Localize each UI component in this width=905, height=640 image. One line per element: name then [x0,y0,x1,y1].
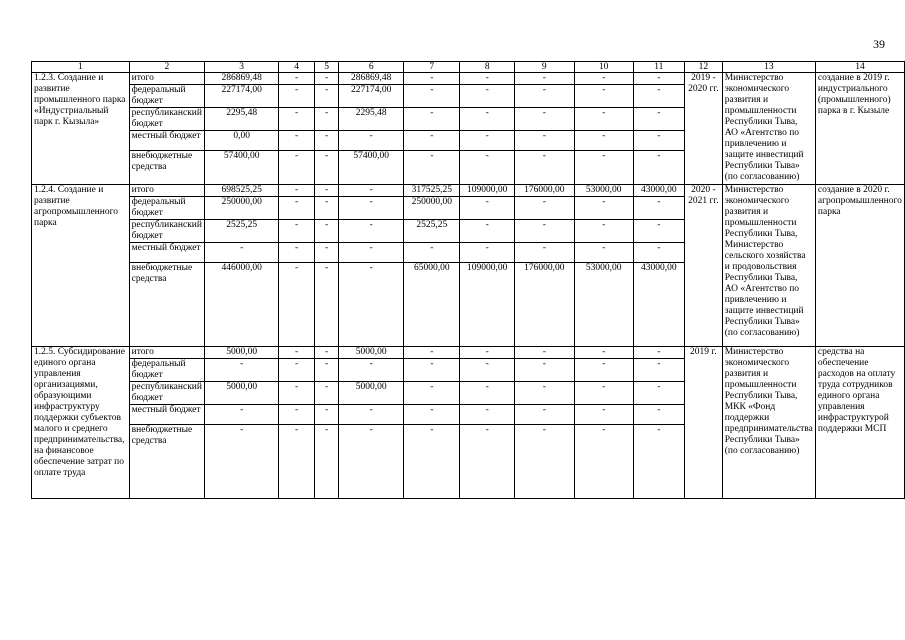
value-cell: - [404,347,460,359]
value-cell: 5000,00 [339,382,404,405]
column-header: 6 [339,62,404,73]
value-cell: - [339,185,404,197]
executor: Министерство экономического развития и промышленности Республики Тыва, Министерство сельского хозяйства и продовольствия Республики Тыва, АО «Агентство по привлечению и защите инвестиций Республики Тыва» (по согласованию) [722,185,815,347]
table-body [32,73,905,499]
value-cell: - [633,220,684,243]
value-cell: - [514,359,574,382]
value-cell: - [574,220,633,243]
value-cell: - [339,359,404,382]
value-cell: - [279,85,315,108]
value-cell: - [514,425,574,499]
value-cell: - [574,405,633,425]
value-cell: - [574,359,633,382]
value-cell: - [633,382,684,405]
value-cell: - [633,243,684,263]
value-cell: 109000,00 [460,263,515,347]
value-cell: - [314,131,338,151]
value-cell: - [574,425,633,499]
value-cell: - [633,347,684,359]
period: 2019 г. [684,347,722,499]
table-row [32,185,905,197]
value-cell: - [574,131,633,151]
expected-result: средства на обеспечение расходов на оплату труда сотрудников единого органа управления инфраструктурой поддержки МСП [815,347,904,499]
value-cell: - [404,382,460,405]
funding-source: республиканский бюджет [129,382,204,405]
funding-source: местный бюджет [129,131,204,151]
column-header: 3 [204,62,278,73]
column-header: 10 [574,62,633,73]
value-cell: - [633,73,684,85]
value-cell: - [460,347,515,359]
value-cell: - [204,425,278,499]
executor: Министерство экономического развития и промышленности Республики Тыва, АО «Агентство по привлечению и защите инвестиций Республики Тыва» (по согласованию) [722,73,815,185]
value-cell: 2525,25 [404,220,460,243]
value-cell: - [574,243,633,263]
value-cell: - [314,243,338,263]
value-cell: - [279,108,315,131]
financing-table [31,61,905,499]
value-cell: - [314,73,338,85]
value-cell: - [314,359,338,382]
column-header: 1 [32,62,130,73]
column-header: 4 [279,62,315,73]
funding-source: итого [129,185,204,197]
value-cell: - [633,85,684,108]
value-cell: - [314,85,338,108]
value-cell: - [514,347,574,359]
value-cell: - [279,359,315,382]
value-cell: - [404,359,460,382]
value-cell: 176000,00 [514,185,574,197]
column-header: 7 [404,62,460,73]
value-cell: - [339,263,404,347]
value-cell: - [633,151,684,185]
value-cell: - [314,405,338,425]
value-cell: - [460,359,515,382]
value-cell: - [279,347,315,359]
column-header: 9 [514,62,574,73]
value-cell: - [279,425,315,499]
value-cell: 43000,00 [633,185,684,197]
value-cell: - [514,85,574,108]
value-cell: - [460,197,515,220]
value-cell: - [460,382,515,405]
value-cell: 250000,00 [204,197,278,220]
column-header: 12 [684,62,722,73]
value-cell: - [514,108,574,131]
value-cell: - [339,405,404,425]
value-cell: - [279,263,315,347]
funding-source: итого [129,347,204,359]
value-cell: - [514,220,574,243]
value-cell: 698525,25 [204,185,278,197]
value-cell: 43000,00 [633,263,684,347]
value-cell: 286869,48 [339,73,404,85]
value-cell: 57400,00 [204,151,278,185]
column-header: 5 [314,62,338,73]
funding-source: внебюджетные средства [129,263,204,347]
measure-name: 1.2.3. Создание и развитие промышленного парка «Индустриальный парк г. Кызыла» [32,73,130,185]
value-cell: - [574,108,633,131]
value-cell: - [279,185,315,197]
expected-result: создание в 2020 г. агропромышленного парка [815,185,904,347]
measure-name: 1.2.5. Субсидирование единого органа управления организациями, образующими инфраструктуру поддержки субъектов малого и среднего предпринимательства, на финансовое обеспечение затрат по оплате труда [32,347,130,499]
funding-source: республиканский бюджет [129,220,204,243]
value-cell: - [279,73,315,85]
value-cell: - [339,425,404,499]
funding-source: федеральный бюджет [129,359,204,382]
value-cell: - [574,151,633,185]
value-cell: 57400,00 [339,151,404,185]
value-cell: - [633,425,684,499]
value-cell: - [514,243,574,263]
column-header: 13 [722,62,815,73]
value-cell: - [460,151,515,185]
value-cell: 109000,00 [460,185,515,197]
value-cell: - [460,243,515,263]
value-cell: - [314,425,338,499]
funding-source: местный бюджет [129,243,204,263]
value-cell: - [404,425,460,499]
value-cell: - [339,131,404,151]
value-cell: - [633,197,684,220]
value-cell: 65000,00 [404,263,460,347]
column-header: 8 [460,62,515,73]
funding-source: внебюджетные средства [129,425,204,499]
column-header: 11 [633,62,684,73]
value-cell: - [574,73,633,85]
value-cell: - [339,243,404,263]
value-cell: - [279,197,315,220]
value-cell: 5000,00 [204,347,278,359]
funding-source: федеральный бюджет [129,197,204,220]
value-cell: - [404,108,460,131]
value-cell: - [404,243,460,263]
value-cell: - [279,405,315,425]
value-cell: 446000,00 [204,263,278,347]
value-cell: 2295,48 [204,108,278,131]
value-cell: - [514,151,574,185]
value-cell: 0,00 [204,131,278,151]
value-cell: - [460,108,515,131]
value-cell: - [279,243,315,263]
value-cell: - [404,131,460,151]
column-header: 2 [129,62,204,73]
value-cell: - [633,108,684,131]
measure-name: 1.2.4. Создание и развитие агропромышленного парка [32,185,130,347]
value-cell: - [314,108,338,131]
value-cell: - [460,425,515,499]
value-cell: 53000,00 [574,263,633,347]
value-cell: - [314,197,338,220]
funding-source: республиканский бюджет [129,108,204,131]
value-cell: - [204,359,278,382]
value-cell: - [404,85,460,108]
page-number: 39 [873,37,885,51]
value-cell: - [460,85,515,108]
value-cell: - [314,151,338,185]
value-cell: - [404,73,460,85]
value-cell: - [279,382,315,405]
value-cell: - [404,151,460,185]
value-cell: - [279,151,315,185]
value-cell: - [339,220,404,243]
column-header: 14 [815,62,904,73]
funding-source: внебюджетные средства [129,151,204,185]
value-cell: - [460,220,515,243]
value-cell: 53000,00 [574,185,633,197]
value-cell: 286869,48 [204,73,278,85]
period: 2020 - 2021 гг. [684,185,722,347]
value-cell: - [514,73,574,85]
value-cell: - [574,85,633,108]
value-cell: - [279,220,315,243]
value-cell: - [279,131,315,151]
value-cell: - [633,131,684,151]
value-cell: - [314,220,338,243]
value-cell: - [574,382,633,405]
value-cell: 2525,25 [204,220,278,243]
table-row [32,73,905,85]
value-cell: - [314,347,338,359]
table-row [32,347,905,359]
funding-source: местный бюджет [129,405,204,425]
value-cell: 2295,48 [339,108,404,131]
value-cell: - [339,197,404,220]
value-cell: - [514,382,574,405]
value-cell: 250000,00 [404,197,460,220]
value-cell: - [514,197,574,220]
funding-source: федеральный бюджет [129,85,204,108]
value-cell: - [460,73,515,85]
value-cell: - [633,359,684,382]
value-cell: 227174,00 [204,85,278,108]
value-cell: - [574,197,633,220]
value-cell: - [574,347,633,359]
funding-source: итого [129,73,204,85]
value-cell: - [404,405,460,425]
value-cell: - [314,263,338,347]
value-cell: 176000,00 [514,263,574,347]
table-header [32,62,905,73]
value-cell: - [514,131,574,151]
period: 2019 - 2020 гг. [684,73,722,185]
value-cell: 5000,00 [339,347,404,359]
value-cell: - [314,185,338,197]
value-cell: - [514,405,574,425]
value-cell: - [204,405,278,425]
expected-result: создание в 2019 г. индустриального (промышленного) парка в г. Кызыле [815,73,904,185]
value-cell: 317525,25 [404,185,460,197]
value-cell: - [314,382,338,405]
value-cell: - [460,405,515,425]
value-cell: 227174,00 [339,85,404,108]
value-cell: - [204,243,278,263]
value-cell: - [633,405,684,425]
value-cell: 5000,00 [204,382,278,405]
value-cell: - [460,131,515,151]
executor: Министерство экономического развития и промышленности Республики Тыва, МКК «Фонд поддержки предпринимательства Республики Тыва» (по согласованию) [722,347,815,499]
